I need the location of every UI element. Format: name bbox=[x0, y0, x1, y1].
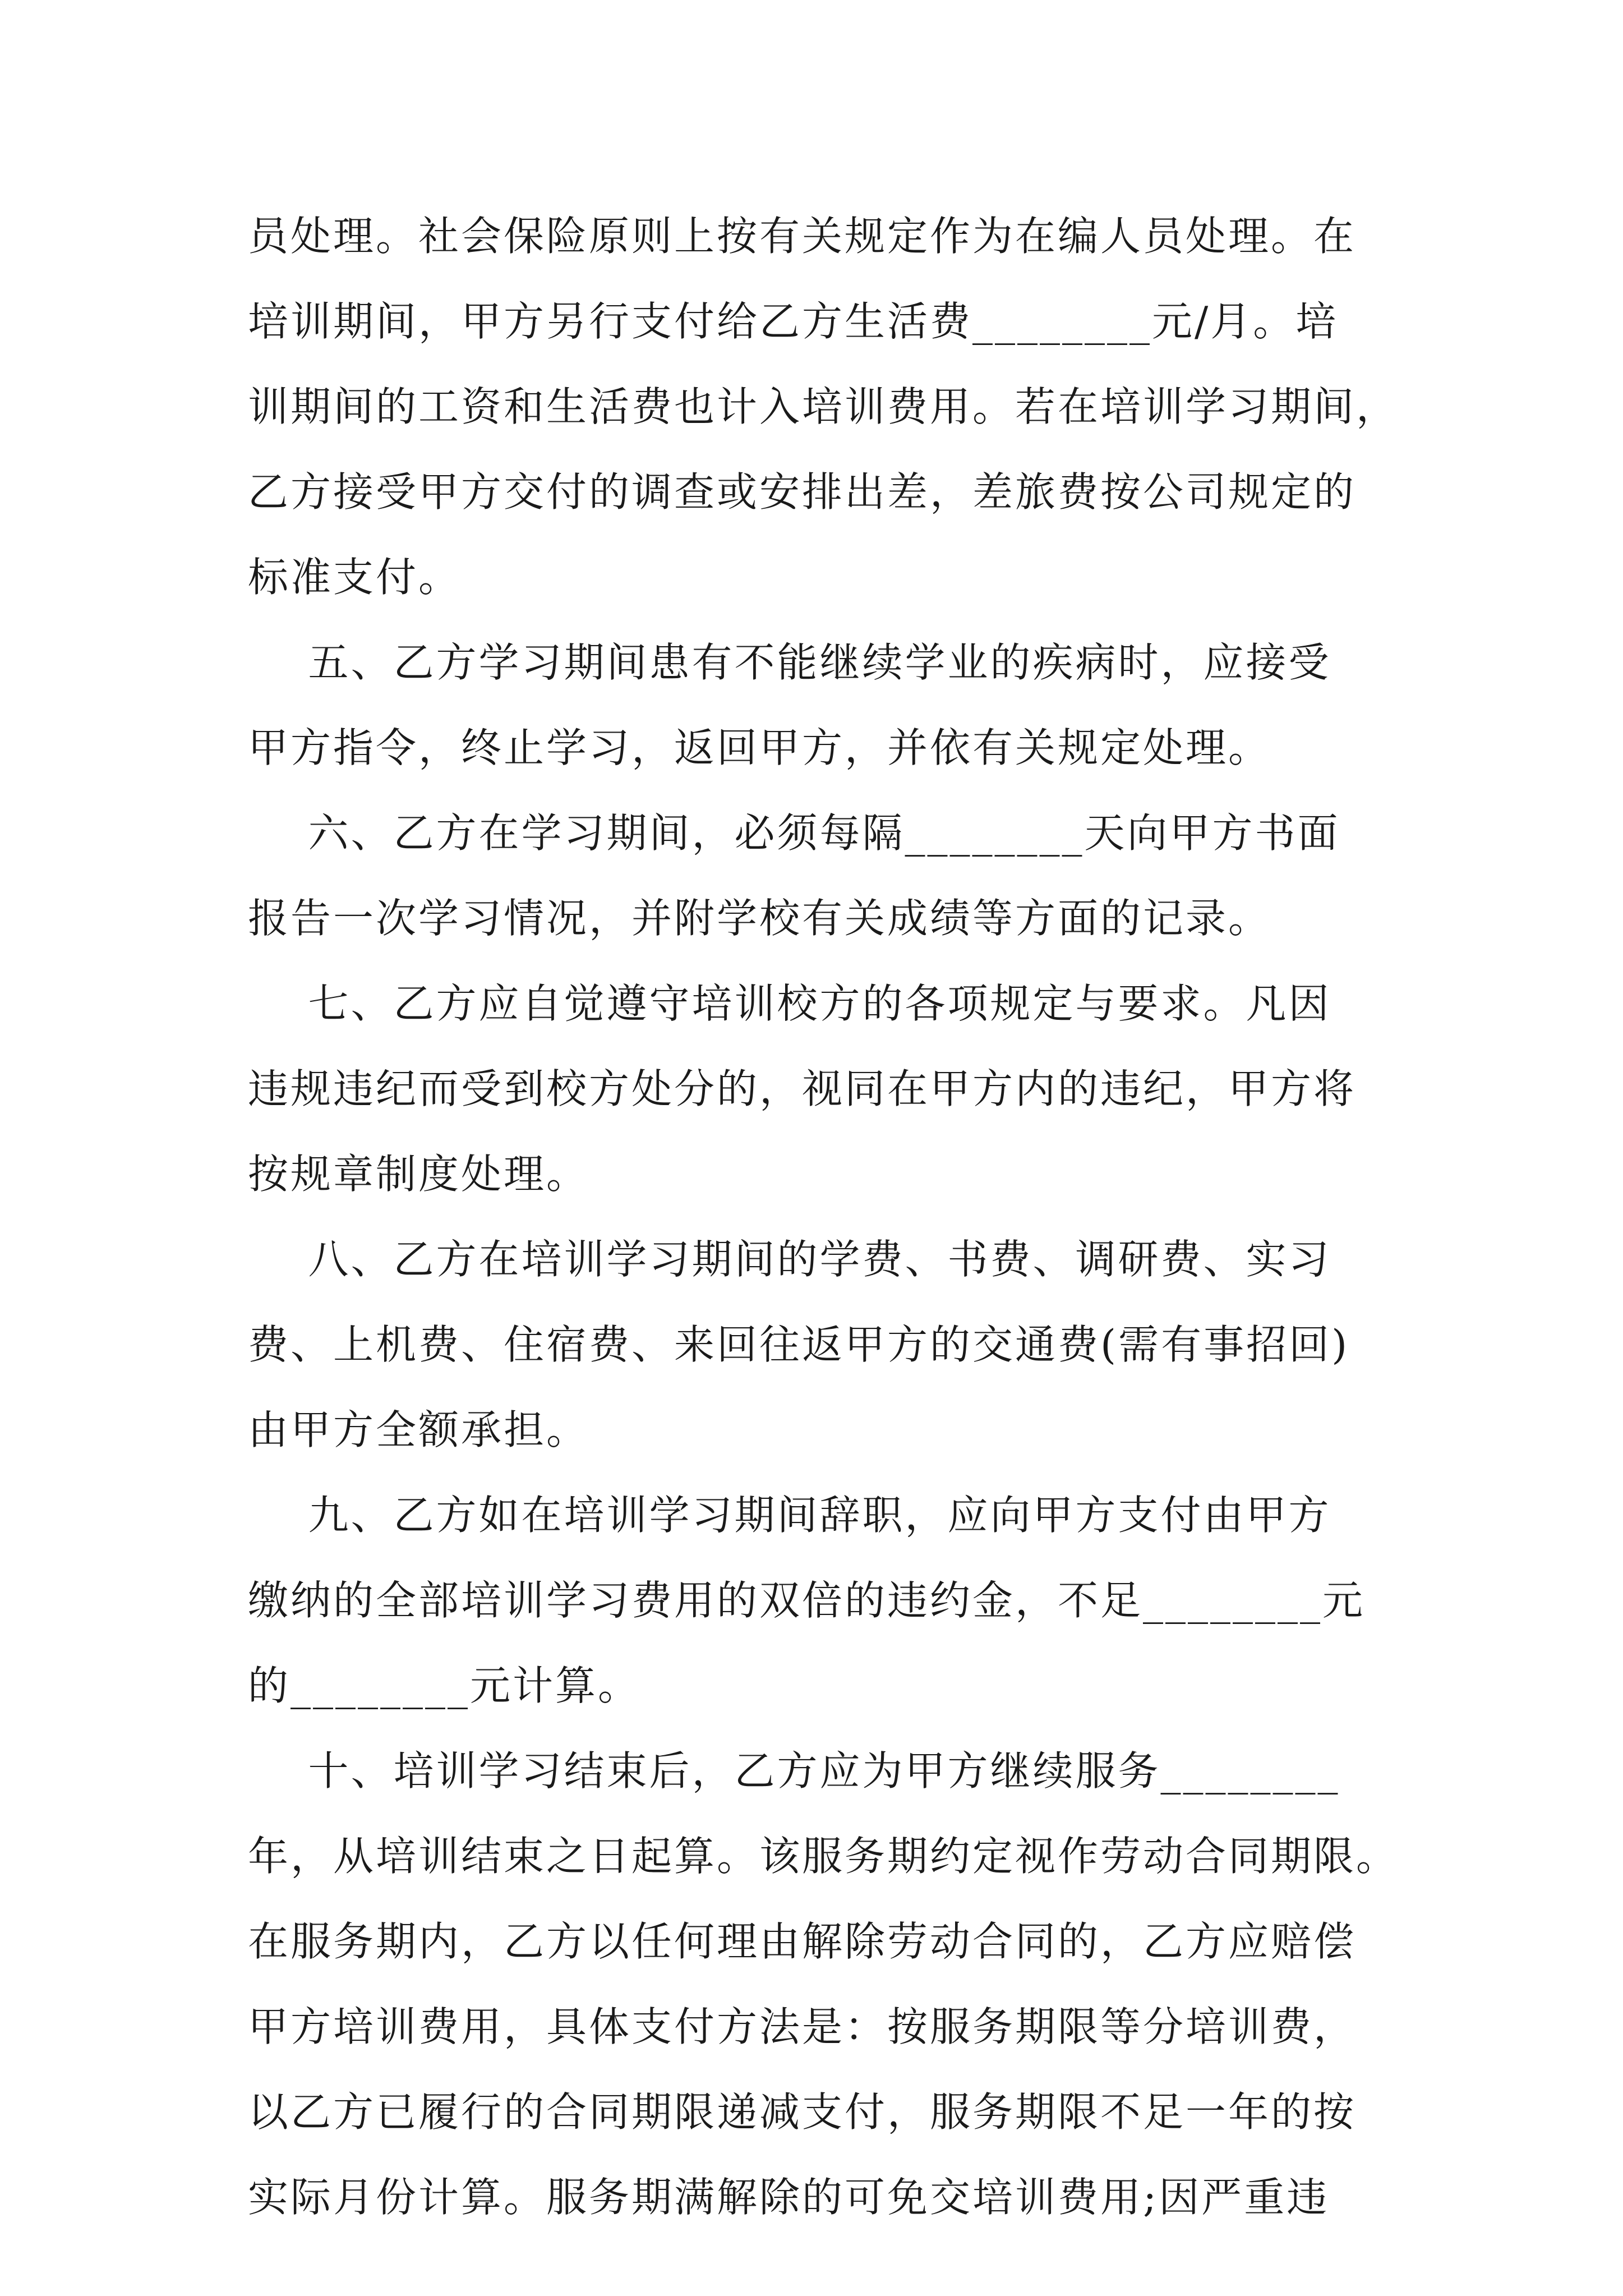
text-line: 报告一次学习情况，并附学校有关成绩等方面的记录。 bbox=[248, 895, 1271, 942]
text-line: 费、上机费、住宿费、来回往返甲方的交通费(需有事招回) bbox=[248, 1321, 1350, 1368]
text-line: 九、乙方如在培训学习期间辞职，应向甲方支付由甲方 bbox=[248, 1492, 1331, 1539]
body-text bbox=[248, 194, 1414, 2240]
text-line: 在服务期内，乙方以任何理由解除劳动合同的，乙方应赔偿 bbox=[248, 1918, 1357, 1965]
text-line: 乙方接受甲方交付的调查或安排出差，差旅费按公司规定的 bbox=[248, 468, 1357, 516]
text-line: 五、乙方学习期间患有不能继续学业的疾病时，应接受 bbox=[248, 639, 1331, 686]
text-line: 缴纳的全部培训学习费用的双倍的违约金，不足________元 bbox=[248, 1577, 1366, 1624]
text-line: 年，从培训结束之日起算。该服务期约定视作劳动合同期限。 bbox=[248, 1833, 1399, 1880]
text-line: 以乙方已履行的合同期限递减支付，服务期限不足一年的按 bbox=[248, 2088, 1357, 2136]
text-line: 十、培训学习结束后，乙方应为甲方继续服务________ bbox=[248, 1747, 1340, 1795]
text-line: 标准支付。 bbox=[248, 554, 462, 601]
text-line: 的________元计算。 bbox=[248, 1662, 641, 1709]
text-line: 训期间的工资和生活费也计入培训费用。若在培训学习期间， bbox=[248, 383, 1399, 430]
text-line: 由甲方全额承担。 bbox=[248, 1406, 589, 1453]
text-line: 按规章制度处理。 bbox=[248, 1151, 589, 1198]
text-line: 八、乙方在培训学习期间的学费、书费、调研费、实习 bbox=[248, 1236, 1331, 1283]
text-line: 员处理。社会保险原则上按有关规定作为在编人员处理。在 bbox=[248, 213, 1357, 260]
text-line: 实际月份计算。服务期满解除的可免交培训费用;因严重违 bbox=[248, 2174, 1330, 2221]
text-line: 甲方培训费用，具体支付方法是：按服务期限等分培训费， bbox=[248, 2003, 1357, 2050]
text-line: 甲方指令，终止学习，返回甲方，并依有关规定处理。 bbox=[248, 724, 1271, 771]
text-line: 培训期间，甲方另行支付给乙方生活费________元/月。培 bbox=[248, 298, 1339, 345]
text-line: 六、乙方在学习期间，必须每隔________天向甲方书面 bbox=[248, 809, 1340, 857]
text-line: 违规违纪而受到校方处分的，视同在甲方内的违纪，甲方将 bbox=[248, 1065, 1357, 1112]
text-line: 七、乙方应自觉遵守培训校方的各项规定与要求。凡因 bbox=[248, 980, 1331, 1027]
